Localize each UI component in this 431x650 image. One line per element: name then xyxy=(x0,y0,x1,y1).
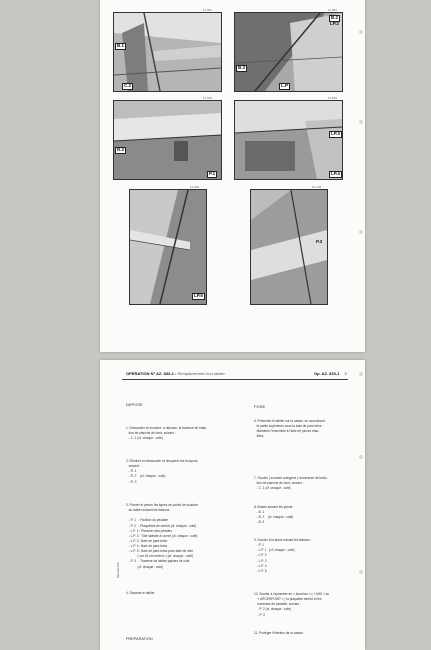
photo-label: B.3 xyxy=(238,65,246,70)
depose-title: DEPOSE xyxy=(126,402,143,407)
photo-4 xyxy=(234,100,343,180)
photo-label: LP.4 xyxy=(331,171,340,176)
photo-code: 11 634 xyxy=(328,96,337,100)
binder-hole xyxy=(359,372,363,376)
photo-label: B.2 xyxy=(331,15,339,20)
step-9: 9. Souder à la pince suivant les liaisons : - P. 1 - L.P. 1 (cf. chaque : coté) - L.P. 2 - L.P. 3 - L.P. 4 - L.P. 5 xyxy=(254,538,312,573)
photo-label: LP.5 xyxy=(194,293,203,298)
step-1: 1. Dessouder en bordure, à déposer, la traverse de traitu- tion de planche de bord, suivant : - C. 1 (cf. chaque : coté) xyxy=(126,426,208,441)
photo-label: L.P xyxy=(281,83,289,88)
photo-label: R.2 xyxy=(117,147,125,152)
step-2: 2. Eliminer en dessouder et récupérer les tronçons, suivant : - R. 1 - R. 2 (cf. chaque : coté) - R. 3 xyxy=(126,459,199,484)
binder-hole xyxy=(359,455,363,459)
operation-header xyxy=(126,371,225,376)
photo-code: 11 681 xyxy=(328,8,337,12)
bottom-page xyxy=(100,360,365,650)
photo-1 xyxy=(113,12,222,92)
photo-label: C.2 xyxy=(124,83,132,88)
top-page xyxy=(100,0,365,352)
binder-hole xyxy=(359,570,363,574)
binder-hole xyxy=(359,30,363,34)
step-10: 10. Souder à l'aplomber en « bouchon » ( « MIG » ou « ARCERPOINT » ) la plaquette renfort et les traverses de pédalier, suivant : - P. 2 (cf. chaque : coté) - P. 3 xyxy=(254,592,330,617)
side-note: Manuel 833 xyxy=(116,562,120,578)
photo-code: 13 135 xyxy=(312,185,322,189)
photo-label: P.1 xyxy=(209,171,216,176)
header-rule xyxy=(122,379,348,380)
page-reference xyxy=(314,371,347,376)
step-8: 8. Braser suivant les points : - B. 1 - B. 2 (cf. chaque : coté) - B. 3 xyxy=(254,505,295,525)
operation-ref: Op. AZ. 833-1 xyxy=(314,371,340,376)
photo-3 xyxy=(113,100,222,180)
photo-code: 11 636 xyxy=(190,185,199,189)
operation-number: OPERATION N° AZ. 833-1 : xyxy=(126,371,177,376)
photo-label: P.3 xyxy=(316,239,323,244)
page-number: 2 xyxy=(344,371,347,376)
photo-code: 11 681 xyxy=(203,8,212,12)
pose-title: POSE xyxy=(254,404,266,409)
preparation-title: PREPARATION xyxy=(126,637,153,641)
step-4: 4. Déposer le tablier. xyxy=(126,591,156,595)
binder-hole xyxy=(359,120,363,124)
operation-title: Remplacement d'un tablier xyxy=(177,371,225,376)
step-6: 6. Présenter le tablier sur la caisse, en accrochant la partie supérieure sous la baie de pare-brise. Maintenir l'ensemble à l'aide de pinces étau- tôles. xyxy=(254,419,325,439)
step-3: 3. Pointer et percer les lignes de points de soudure du tablier suivant les liaisons : - P. 1 : Pavillon du pédalier - P. 2 : Plaquettes de renfort (cf. chaque : coté) - L.P. 1 : Plancher des pédales - L.P. 2 : Tôle latérale à cornet (cf. chaque : coté) - L.P. 3 : Baie de pare-brise - L.P. 4 : Baie de pare-brise - L.P. 5 : Baie de pare-brise-pare-baie de côte ( sur 15 cm environ ) (cf. chaque : coté) - P. 3 : Traverse de tablier-papiers de côte (cf. chaque : coté) xyxy=(126,503,198,569)
photo-5 xyxy=(129,189,207,305)
photo-label: B.1 xyxy=(117,43,125,48)
step-7: 7. Souder ( soudure autogène ) la traverse de traitu- tion de planche de bord, suivant : - C. 1 (cf. chaque : coté) xyxy=(254,476,328,491)
photo-code: 11 634 xyxy=(203,96,212,100)
photo-label: LP.3 xyxy=(331,131,340,136)
binder-hole xyxy=(359,230,363,234)
photo-2 xyxy=(234,12,343,92)
photo-label: LP.2 xyxy=(330,21,339,26)
photo-6 xyxy=(250,189,328,305)
step-11: 11. Protéger l'intérieur de la caisse. xyxy=(254,631,304,635)
